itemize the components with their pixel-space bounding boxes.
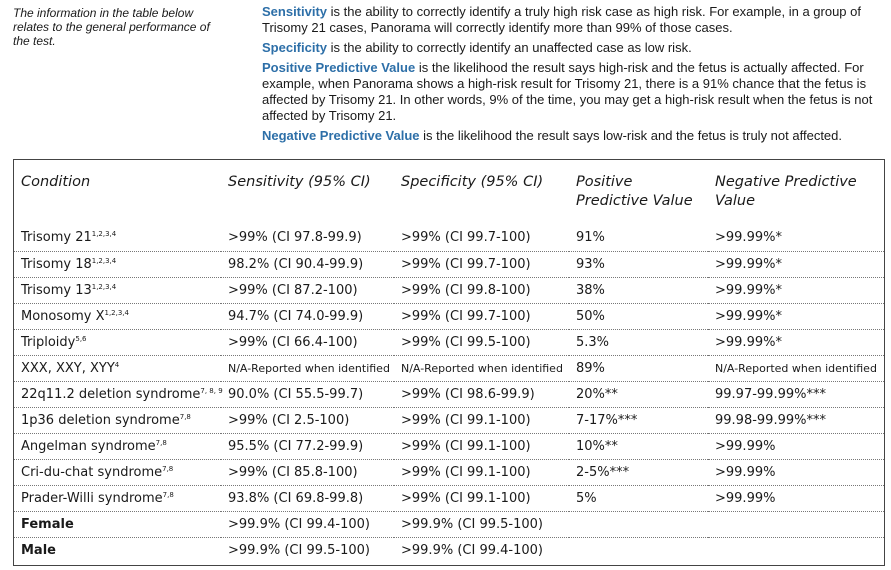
table-row [14, 485, 884, 511]
cell-sensitivity [221, 511, 394, 537]
specificity-text: >99% (CI 99.1-100) [401, 464, 531, 480]
cell-npv [708, 433, 884, 459]
cell-npv [708, 303, 884, 329]
cell-ppv [569, 381, 708, 407]
cell-specificity [394, 485, 569, 511]
npv-text: >99.99% [715, 438, 776, 454]
cell-specificity [394, 537, 569, 563]
header-ppv: Positive Predictive Value [576, 174, 693, 209]
cell-specificity [394, 459, 569, 485]
cell-ppv [569, 251, 708, 277]
definition-text: is the likelihood the result says low-risk and the fetus is truly not affected. [419, 128, 842, 143]
cell-ppv [569, 329, 708, 355]
cell-npv [708, 459, 884, 485]
table-row [14, 459, 884, 485]
condition-text: 22q11.2 deletion syndrome [21, 386, 201, 402]
cell-condition [14, 381, 221, 407]
ppv-text: 93% [576, 256, 605, 272]
cell-sensitivity [221, 433, 394, 459]
sensitivity-text: >99% (CI 66.4-100) [228, 334, 358, 350]
condition-text: Angelman syndrome [21, 438, 156, 454]
npv-text: N/A-Reported when identified [715, 361, 877, 375]
specificity-text: >99.9% (CI 99.4-100) [401, 542, 543, 558]
sensitivity-text: >99% (CI 87.2-100) [228, 282, 358, 298]
header-condition: Condition [21, 174, 91, 190]
condition-text: Female [21, 516, 74, 532]
cell-sensitivity [221, 381, 394, 407]
reference-superscript: 7,8 [179, 412, 191, 421]
sensitivity-text: N/A-Reported when identified [228, 361, 390, 375]
npv-text: >99.99%* [715, 334, 782, 350]
condition-text: Triploidy [21, 334, 76, 350]
header-npv: Negative Predictive Value [715, 174, 857, 209]
sensitivity-text: >99.9% (CI 99.4-100) [228, 516, 370, 532]
definition-npv [262, 128, 884, 144]
cell-condition [14, 433, 221, 459]
reference-superscript: 7, 8, 9 [200, 386, 223, 395]
ppv-text: 10%** [576, 438, 618, 454]
term-specificity: Specificity [262, 40, 328, 55]
sensitivity-text: 94.7% (CI 74.0-99.9) [228, 308, 364, 324]
specificity-text: >99% (CI 99.7-100) [401, 230, 531, 246]
cell-condition [14, 459, 221, 485]
reference-superscript: 1,2,3,4 [104, 308, 129, 317]
definition-specificity [262, 40, 884, 56]
cell-specificity [394, 225, 569, 251]
cell-ppv [569, 407, 708, 433]
cell-specificity [394, 355, 569, 381]
cell-sensitivity [221, 355, 394, 381]
ppv-text: 89% [576, 360, 605, 376]
sensitivity-text: 95.5% (CI 77.2-99.9) [228, 438, 364, 454]
cell-npv [708, 485, 884, 511]
cell-condition [14, 511, 221, 537]
table-row [14, 355, 884, 381]
cell-npv [708, 407, 884, 433]
cell-condition [14, 277, 221, 303]
term-npv: Negative Predictive Value [262, 128, 420, 143]
specificity-text: >99% (CI 99.1-100) [401, 412, 531, 428]
condition-text: Monosomy X [21, 308, 105, 324]
table-row [14, 537, 884, 563]
definition-text: is the likelihood the result says high-risk and the fetus is actually affected. For example, when Panorama shows a high-risk result for Trisomy 21, there is a 91% chance that the fetus is affected by Trisomy 21. In other words, 9% of the time, you may get a high-risk result when the fetus is not affected by Trisomy 21. [262, 60, 873, 123]
cell-condition [14, 407, 221, 433]
table-row [14, 277, 884, 303]
cell-condition [14, 537, 221, 563]
header-sensitivity: Sensitivity (95% CI) [228, 174, 371, 190]
cell-condition [14, 303, 221, 329]
sensitivity-text: 93.8% (CI 69.8-99.8) [228, 490, 364, 506]
cell-specificity [394, 433, 569, 459]
npv-text: >99.99% [715, 490, 776, 506]
ppv-text: 38% [576, 282, 605, 298]
condition-text: Male [21, 542, 56, 558]
specificity-text: >99% (CI 99.1-100) [401, 490, 531, 506]
specificity-text: >99% (CI 98.6-99.9) [401, 386, 535, 402]
performance-table [13, 159, 885, 566]
sensitivity-text: >99% (CI 97.8-99.9) [228, 230, 362, 246]
cell-condition [14, 251, 221, 277]
cell-sensitivity [221, 251, 394, 277]
table-row [14, 433, 884, 459]
ppv-text: 91% [576, 230, 605, 246]
cell-condition [14, 485, 221, 511]
cell-condition [14, 355, 221, 381]
cell-ppv [569, 355, 708, 381]
specificity-text: >99% (CI 99.7-100) [401, 308, 531, 324]
npv-text: >99.99%* [715, 282, 782, 298]
reference-superscript: 1,2,3,4 [91, 230, 117, 239]
reference-superscript: 7,8 [162, 490, 174, 499]
condition-text: Cri-du-chat syndrome [21, 464, 163, 480]
ppv-text: 5.3% [576, 334, 610, 350]
cell-sensitivity [221, 225, 394, 251]
table-row [14, 225, 884, 251]
sensitivity-text: 90.0% (CI 55.5-99.7) [228, 386, 364, 402]
cell-condition [14, 329, 221, 355]
cell-sensitivity [221, 277, 394, 303]
condition-text: XXX, XXY, XYY [21, 360, 115, 376]
reference-superscript: 5,6 [75, 334, 87, 343]
reference-superscript: 7,8 [162, 464, 174, 473]
npv-text: >99.99%* [715, 308, 782, 324]
specificity-text: >99% (CI 99.8-100) [401, 282, 531, 298]
npv-text: >99.99%* [715, 230, 782, 246]
cell-specificity [394, 511, 569, 537]
cell-specificity [394, 381, 569, 407]
table-body [14, 225, 884, 563]
cell-sensitivity [221, 537, 394, 563]
cell-specificity [394, 251, 569, 277]
cell-ppv [569, 303, 708, 329]
specificity-text: >99% (CI 99.5-100) [401, 334, 531, 350]
cell-specificity [394, 329, 569, 355]
cell-npv [708, 329, 884, 355]
reference-superscript: 1,2,3,4 [91, 256, 117, 265]
cell-ppv [569, 511, 708, 537]
cell-specificity [394, 303, 569, 329]
condition-text: Trisomy 21 [21, 230, 92, 246]
npv-text: >99.99% [715, 464, 776, 480]
sensitivity-text: >99.9% (CI 99.5-100) [228, 542, 370, 558]
cell-ppv [569, 277, 708, 303]
reference-superscript: 7,8 [155, 438, 167, 447]
specificity-text: >99.9% (CI 99.5-100) [401, 516, 543, 532]
table-header-row [14, 160, 884, 225]
specificity-text: >99% (CI 99.1-100) [401, 438, 531, 454]
specificity-text: N/A-Reported when identified [401, 361, 563, 375]
term-ppv: Positive Predictive Value [262, 60, 416, 75]
sensitivity-text: 98.2% (CI 90.4-99.9) [228, 256, 364, 272]
npv-text: 99.97-99.99%*** [715, 386, 826, 402]
cell-npv [708, 355, 884, 381]
condition-text: Prader-Willi syndrome [21, 490, 163, 506]
table-row [14, 251, 884, 277]
ppv-text: 7-17%*** [576, 412, 638, 428]
cell-condition [14, 225, 221, 251]
cell-sensitivity [221, 485, 394, 511]
cell-sensitivity [221, 329, 394, 355]
table-row [14, 381, 884, 407]
cell-ppv [569, 485, 708, 511]
cell-npv [708, 277, 884, 303]
ppv-text: 20%** [576, 386, 618, 402]
cell-ppv [569, 537, 708, 563]
npv-text: >99.99%* [715, 256, 782, 272]
definition-sensitivity [262, 4, 884, 36]
definitions [262, 4, 884, 148]
cell-sensitivity [221, 407, 394, 433]
cell-ppv [569, 433, 708, 459]
table-row [14, 511, 884, 537]
cell-sensitivity [221, 459, 394, 485]
cell-ppv [569, 459, 708, 485]
reference-superscript: 4 [114, 360, 120, 369]
cell-specificity [394, 277, 569, 303]
cell-npv [708, 511, 884, 537]
table-row [14, 329, 884, 355]
sensitivity-text: >99% (CI 2.5-100) [228, 412, 350, 428]
specificity-text: >99% (CI 99.7-100) [401, 256, 531, 272]
definition-text: is the ability to correctly identify an unaffected case as low risk. [327, 40, 692, 55]
ppv-text: 2-5%*** [576, 464, 630, 480]
condition-text: Trisomy 13 [21, 282, 92, 298]
npv-text: 99.98-99.99%*** [715, 412, 826, 428]
header-specificity: Specificity (95% CI) [401, 174, 544, 190]
cell-npv [708, 225, 884, 251]
definition-ppv [262, 60, 884, 124]
cell-npv [708, 381, 884, 407]
cell-specificity [394, 407, 569, 433]
cell-npv [708, 251, 884, 277]
cell-ppv [569, 225, 708, 251]
intro-note: The information in the table below relates to the general performance of the test. [13, 6, 210, 48]
ppv-text: 50% [576, 308, 605, 324]
definition-text: is the ability to correctly identify a truly high risk case as high risk. For example, in a group of Trisomy 21 cases, Panorama will correctly identify more than 99% of those cases. [262, 4, 861, 35]
condition-text: Trisomy 18 [21, 256, 92, 272]
cell-npv [708, 537, 884, 563]
table-row [14, 407, 884, 433]
table-row [14, 303, 884, 329]
sensitivity-text: >99% (CI 85.8-100) [228, 464, 358, 480]
ppv-text: 5% [576, 490, 597, 506]
condition-text: 1p36 deletion syndrome [21, 412, 180, 428]
term-sensitivity: Sensitivity [262, 4, 328, 19]
reference-superscript: 1,2,3,4 [91, 282, 117, 291]
cell-sensitivity [221, 303, 394, 329]
